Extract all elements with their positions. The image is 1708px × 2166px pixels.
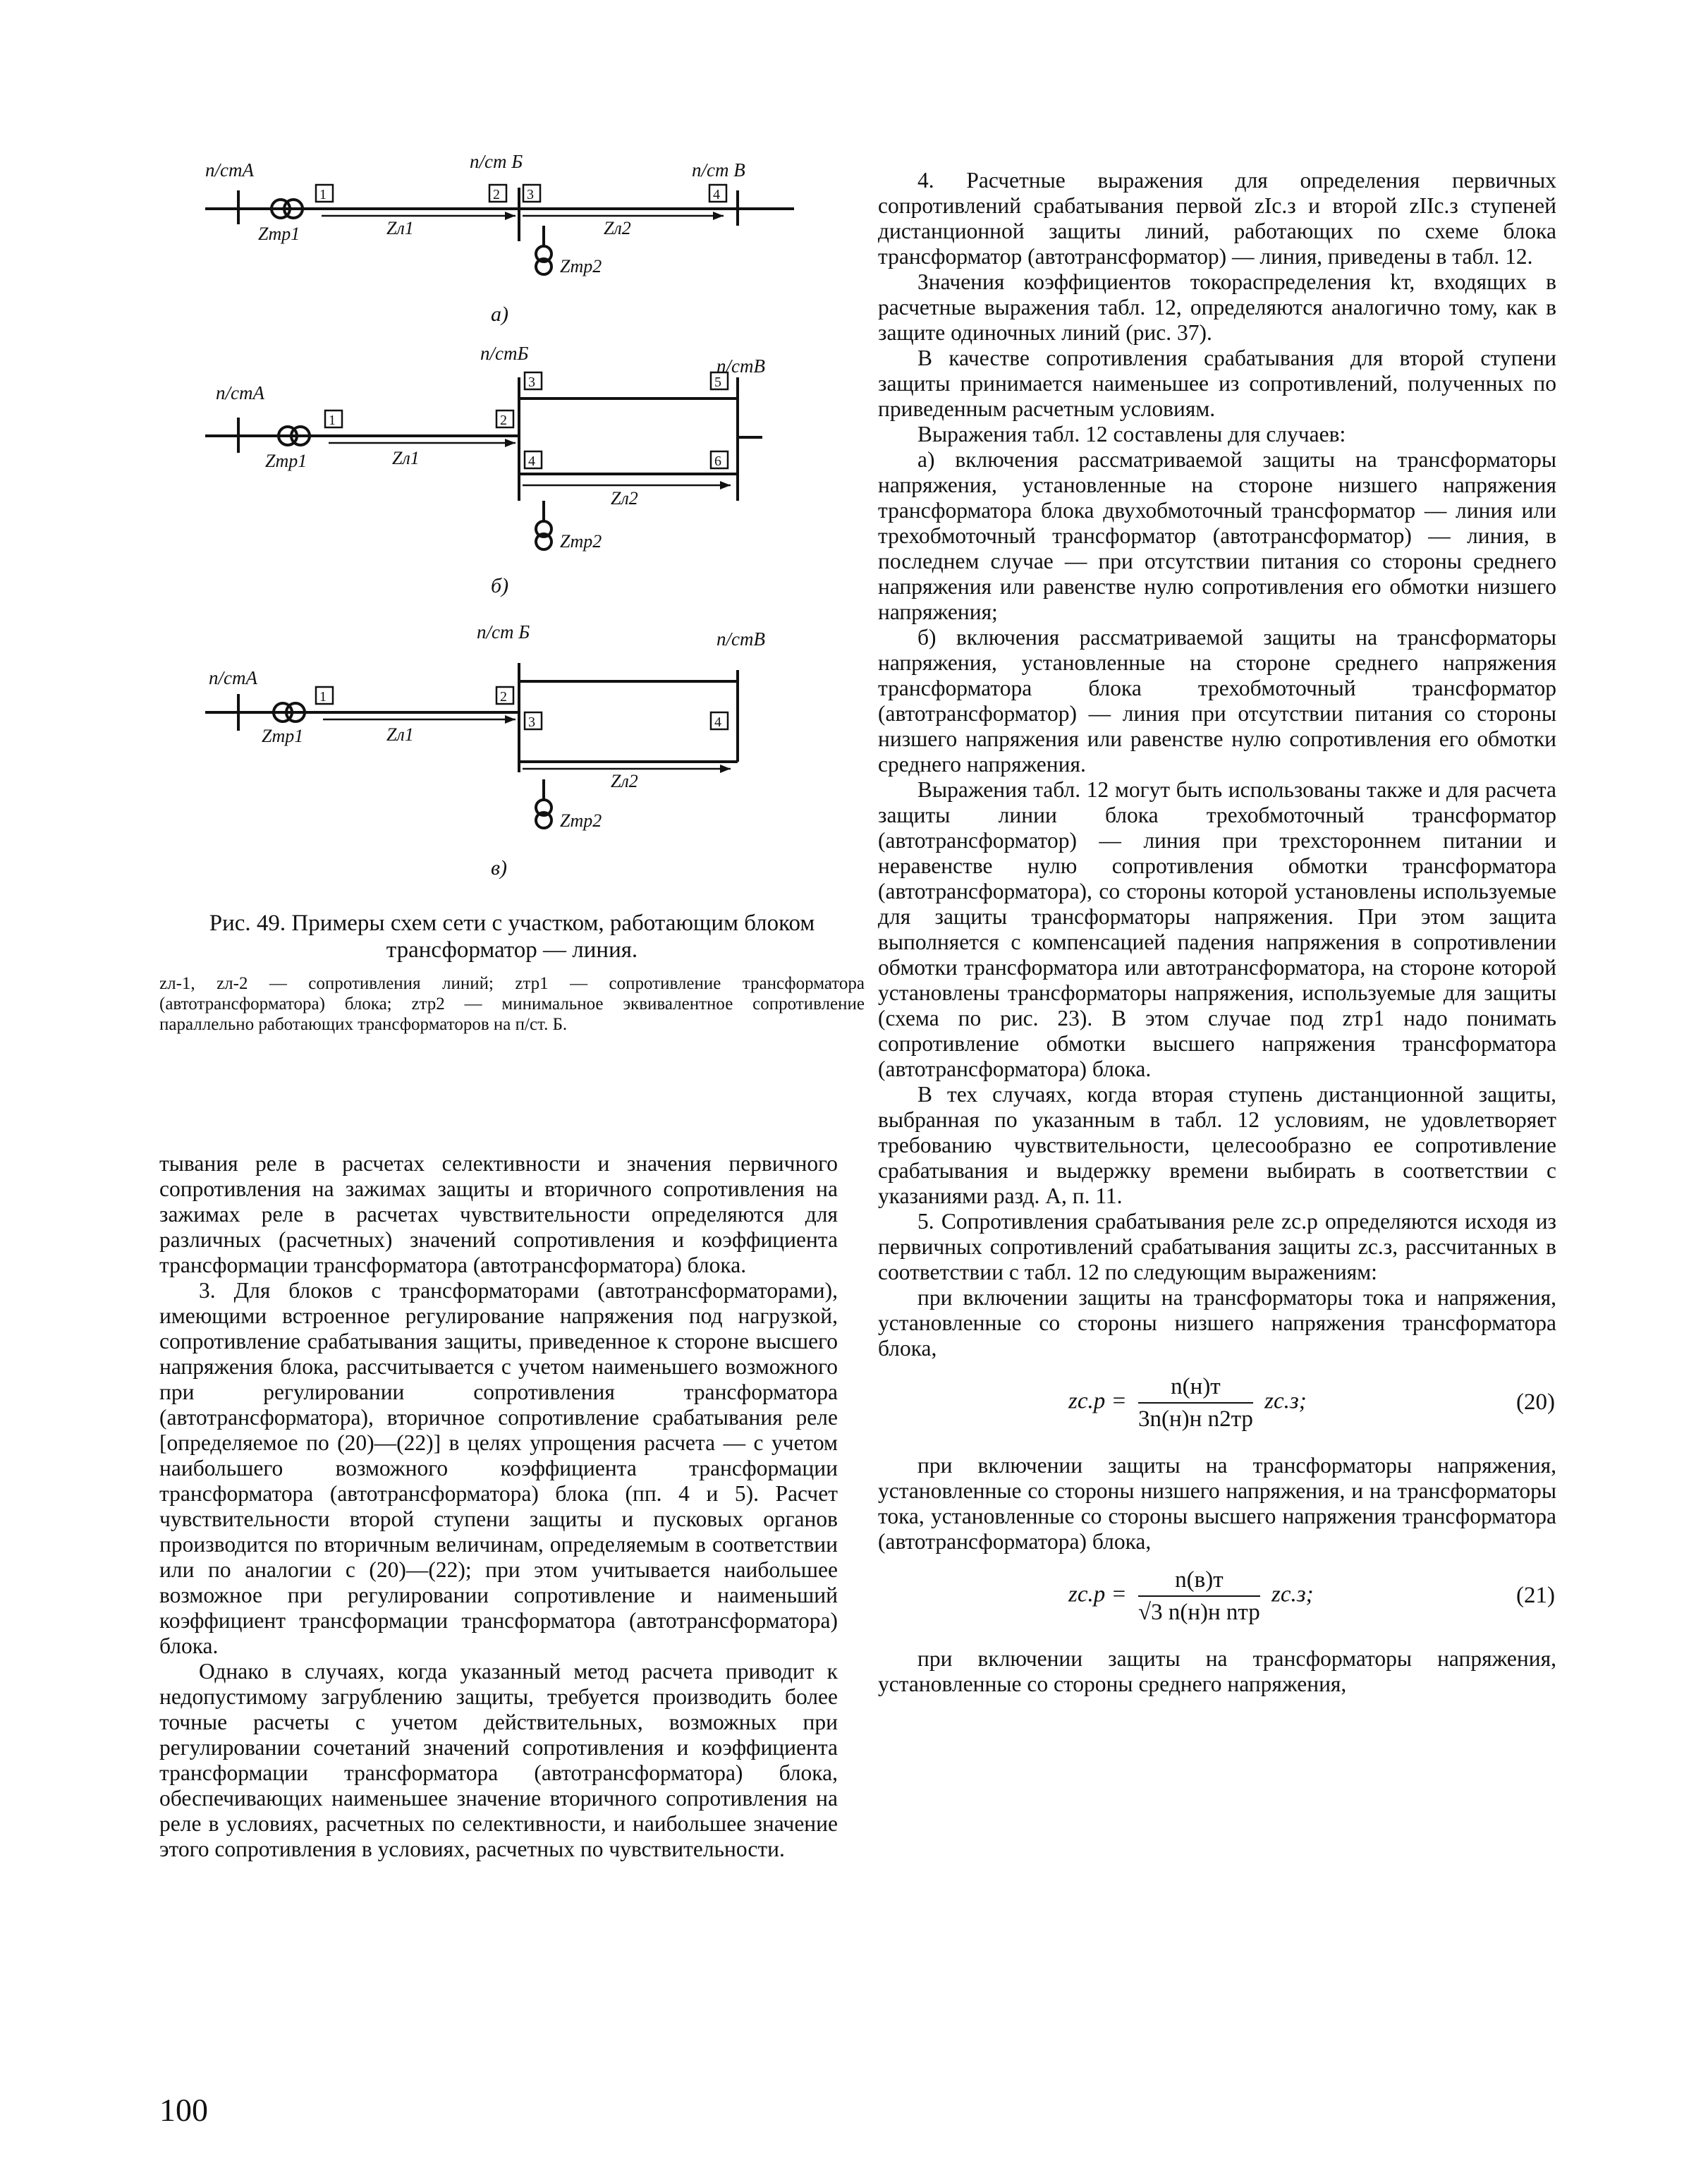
paragraph: при включении защиты на трансформаторы напряжения, установленные со стороны низшего напряжения, и на трансформаторы тока, установленные со стороны высшего напряжения трансформатора (автотрансформатора) блока, [878,1453,1556,1554]
svg-text:1: 1 [319,689,327,705]
formula-20: zс.р = $\frac{n(н)т}{\text{3n(н)н n2тр}}$ zс.з; (20) [1068,1374,1555,1432]
svg-text:Zтр2: Zтр2 [560,810,602,831]
svg-text:3: 3 [528,375,535,390]
svg-text:Zл2: Zл2 [604,218,631,238]
svg-text:п/ст Б: п/ст Б [477,621,530,643]
svg-text:п/стА: п/стА [216,382,264,403]
left-column [159,1151,838,1862]
paragraph: Значения коэффициентов токораспределения kт, входящих в расчетные выражения табл. 12, определяются аналогично тому, как в защите одиночных линий (рис. 37). [878,269,1556,345]
svg-text:Zл1: Zл1 [392,448,420,468]
diagram-b [205,343,765,597]
svg-text:Zл2: Zл2 [611,771,638,791]
svg-text:Zтр1: Zтр1 [258,224,300,244]
svg-text:Zл1: Zл1 [386,218,414,238]
svg-text:2: 2 [493,187,500,202]
svg-text:п/стВ: п/стВ [716,355,765,377]
svg-text:6: 6 [714,454,721,469]
paragraph: а) включения рассматриваемой защиты на трансформаторы напряжения, установленные на стороне низшего напряжения трансформатора блока двухобмоточный трансформатор — линия или трехобмоточный трансформатор (автотрансформатор) — линия, в последнем случае — при отсутствии питания со стороны среднего напряжения или равенстве нулю сопротивления его обмотки низшего напряжения; [878,447,1556,624]
right-column [878,168,1556,1697]
formula-number: (21) [1516,1583,1555,1608]
label-pstB: п/ст Б [470,151,523,172]
svg-text:4: 4 [714,714,721,730]
label-pstA: п/стА [205,159,254,181]
caption-title: Рис. 49. Примеры схем сети с участком, работающим блоком трансформатор — линия. [209,911,815,963]
caption-note: zл-1, zл-2 — сопротивления линий; zтр1 — сопротивление трансформатора (автотрансформатора) блока; zтр2 — минимальное эквивалентное сопротивление параллельно работающих трансформаторов на п/ст. Б. [159,974,865,1034]
paragraph: при включении защиты на трансформаторы тока и напряжения, установленные со стороны низшего напряжения трансформатора блока, [878,1285,1556,1361]
svg-text:в): в) [491,856,508,880]
formula-number: (20) [1516,1389,1555,1415]
svg-text:2: 2 [500,689,507,705]
svg-text:Zтр1: Zтр1 [265,451,307,471]
svg-text:Zл2: Zл2 [611,488,638,509]
svg-text:Zтр1: Zтр1 [262,726,304,746]
diagram-c [205,621,765,880]
svg-text:Zтр2: Zтр2 [560,531,602,552]
paragraph: при включении защиты на трансформаторы напряжения, установленные со стороны среднего напряжения, [878,1646,1556,1696]
svg-text:б): б) [491,574,509,597]
paragraph: тывания реле в расчетах селективности и значения первичного сопротивления на зажимах защиты и вторичного сопротивления на зажимах реле в расчетах чувствительности определяются для различных (расчетных) значений сопротивления и коэффициента трансформации трансформатора (автотрансформатора) блока. [159,1151,838,1277]
paragraph: Выражения табл. 12 могут быть использованы также и для расчета защиты линии блока трехобмоточный трансформатор (автотрансформатор) — линия при трехстороннем питании и неравенстве нулю сопротивления обмотки трансформатора (автотрансформатора), со стороны которой установлены используемые для защиты трансформаторы напряжения. При этом защита выполняется с компенсацией падения напряжения в сопротивлении обмотки трансформатора или автотрансформатора, на стороне которой установлены трансформаторы напряжения, используемые для защиты (схема по рис. 23). В этом случае под zтр1 надо понимать сопротивление обмотки высшего напряжения трансформатора (автотрансформатора) блока. [878,777,1556,1081]
paragraph: б) включения рассматриваемой защиты на трансформаторы напряжения, установленные на стороне среднего напряжения трансформатора блока трехобмоточный трансформатор (автотрансформатор) — линия при отсутствии питания со стороны низшего напряжения или равенстве нулю сопротивления его обмотки среднего напряжения. [878,625,1556,777]
paragraph: Выражения табл. 12 составлены для случаев: [917,422,1346,446]
paragraph: 4. Расчетные выражения для определения первичных сопротивлений срабатывания первой zIс.з и второй zIIс.з ступеней дистанционной защиты линий, работающих по схеме блока трансформатор (автотрансформатор) — линия, приведены в табл. 12. [878,168,1556,269]
paragraph: 5. Сопротивления срабатывания реле zс.р определяются исходя из первичных сопротивлений срабатывания защиты zс.з, рассчитанных в соответствии с табл. 12 по следующим выражениям: [878,1209,1556,1284]
page-number: 100 [159,2092,208,2128]
svg-text:1: 1 [329,413,336,428]
svg-text:п/стБ: п/стБ [480,343,529,364]
svg-text:4: 4 [713,187,720,202]
figure-49 [159,148,865,896]
paragraph: В качестве сопротивления срабатывания для второй ступени защиты принимается наименьшее из сопротивлений, полученных по приведенным расчетным условиям. [878,346,1556,421]
svg-text:3: 3 [527,187,534,202]
svg-text:Zл1: Zл1 [386,724,414,745]
diagram-a [205,151,794,326]
paragraph: Однако в случаях, когда указанный метод расчета приводит к недопустимому загрублению защиты, требуется производить более точные расчеты с учетом действительных, возможных при регулировании сочетаний значений сопротивления и коэффициента трансформации трансформатора (автотрансформатора) блока, обеспечивающих наименьшее значение вторичного сопротивления на реле в условиях, расчетных по селективности, и наибольшее значение этого сопротивления в условиях, расчетных по чувствительности. [159,1659,838,1861]
svg-text:а): а) [491,303,508,326]
paragraph: 3. Для блоков с трансформаторами (автотрансформаторами), имеющими встроенное регулирование напряжения под нагрузкой, сопротивление срабатывания защиты, приведенное к стороне высшего напряжения блока, рассчитывается с учетом наименьшего возможного при регулировании сопротивления трансформатора (автотрансформатора), вторичное сопротивление срабатывания реле [определяемое по (20)—(22)] в целях упрощения расчета — с учетом наибольшего возможного коэффициента трансформации трансформатора (автотрансформатора) блока (пп. 4 и 5). Расчет чувствительности второй ступени защиты и пусковых органов производится по вторичным величинам, определяемым в соответствии или по аналогии с (20)—(22); при этом учитывается наибольшее возможное при регулировании сопротивление и наименьший коэффициент трансформации трансформатора (автотрансформатора) блока. [159,1278,838,1658]
svg-text:2: 2 [500,413,507,428]
svg-text:4: 4 [528,454,535,469]
svg-text:Zтр2: Zтр2 [560,256,602,276]
svg-text:3: 3 [528,714,535,730]
figure-caption [159,910,865,1035]
formula-21: zс.р = $\frac{n(в)т}{\text{√3 n(н)н nтр}}$ zс.з; (21) [1068,1567,1555,1625]
svg-text:п/стВ: п/стВ [716,628,765,650]
svg-text:п/стА: п/стА [209,667,257,688]
label-pstV: п/ст В [692,159,745,181]
svg-text:1: 1 [319,187,327,202]
svg-text:5: 5 [714,375,721,390]
paragraph: В тех случаях, когда вторая ступень дистанционной защиты, выбранная по указанным в табл. 12 условиям, не удовлетворяет требованию чувствительности, целесообразно ее сопротивление срабатывания и выдержку времени выбирать в соответствии с указаниями разд. А, п. 11. [878,1082,1556,1208]
